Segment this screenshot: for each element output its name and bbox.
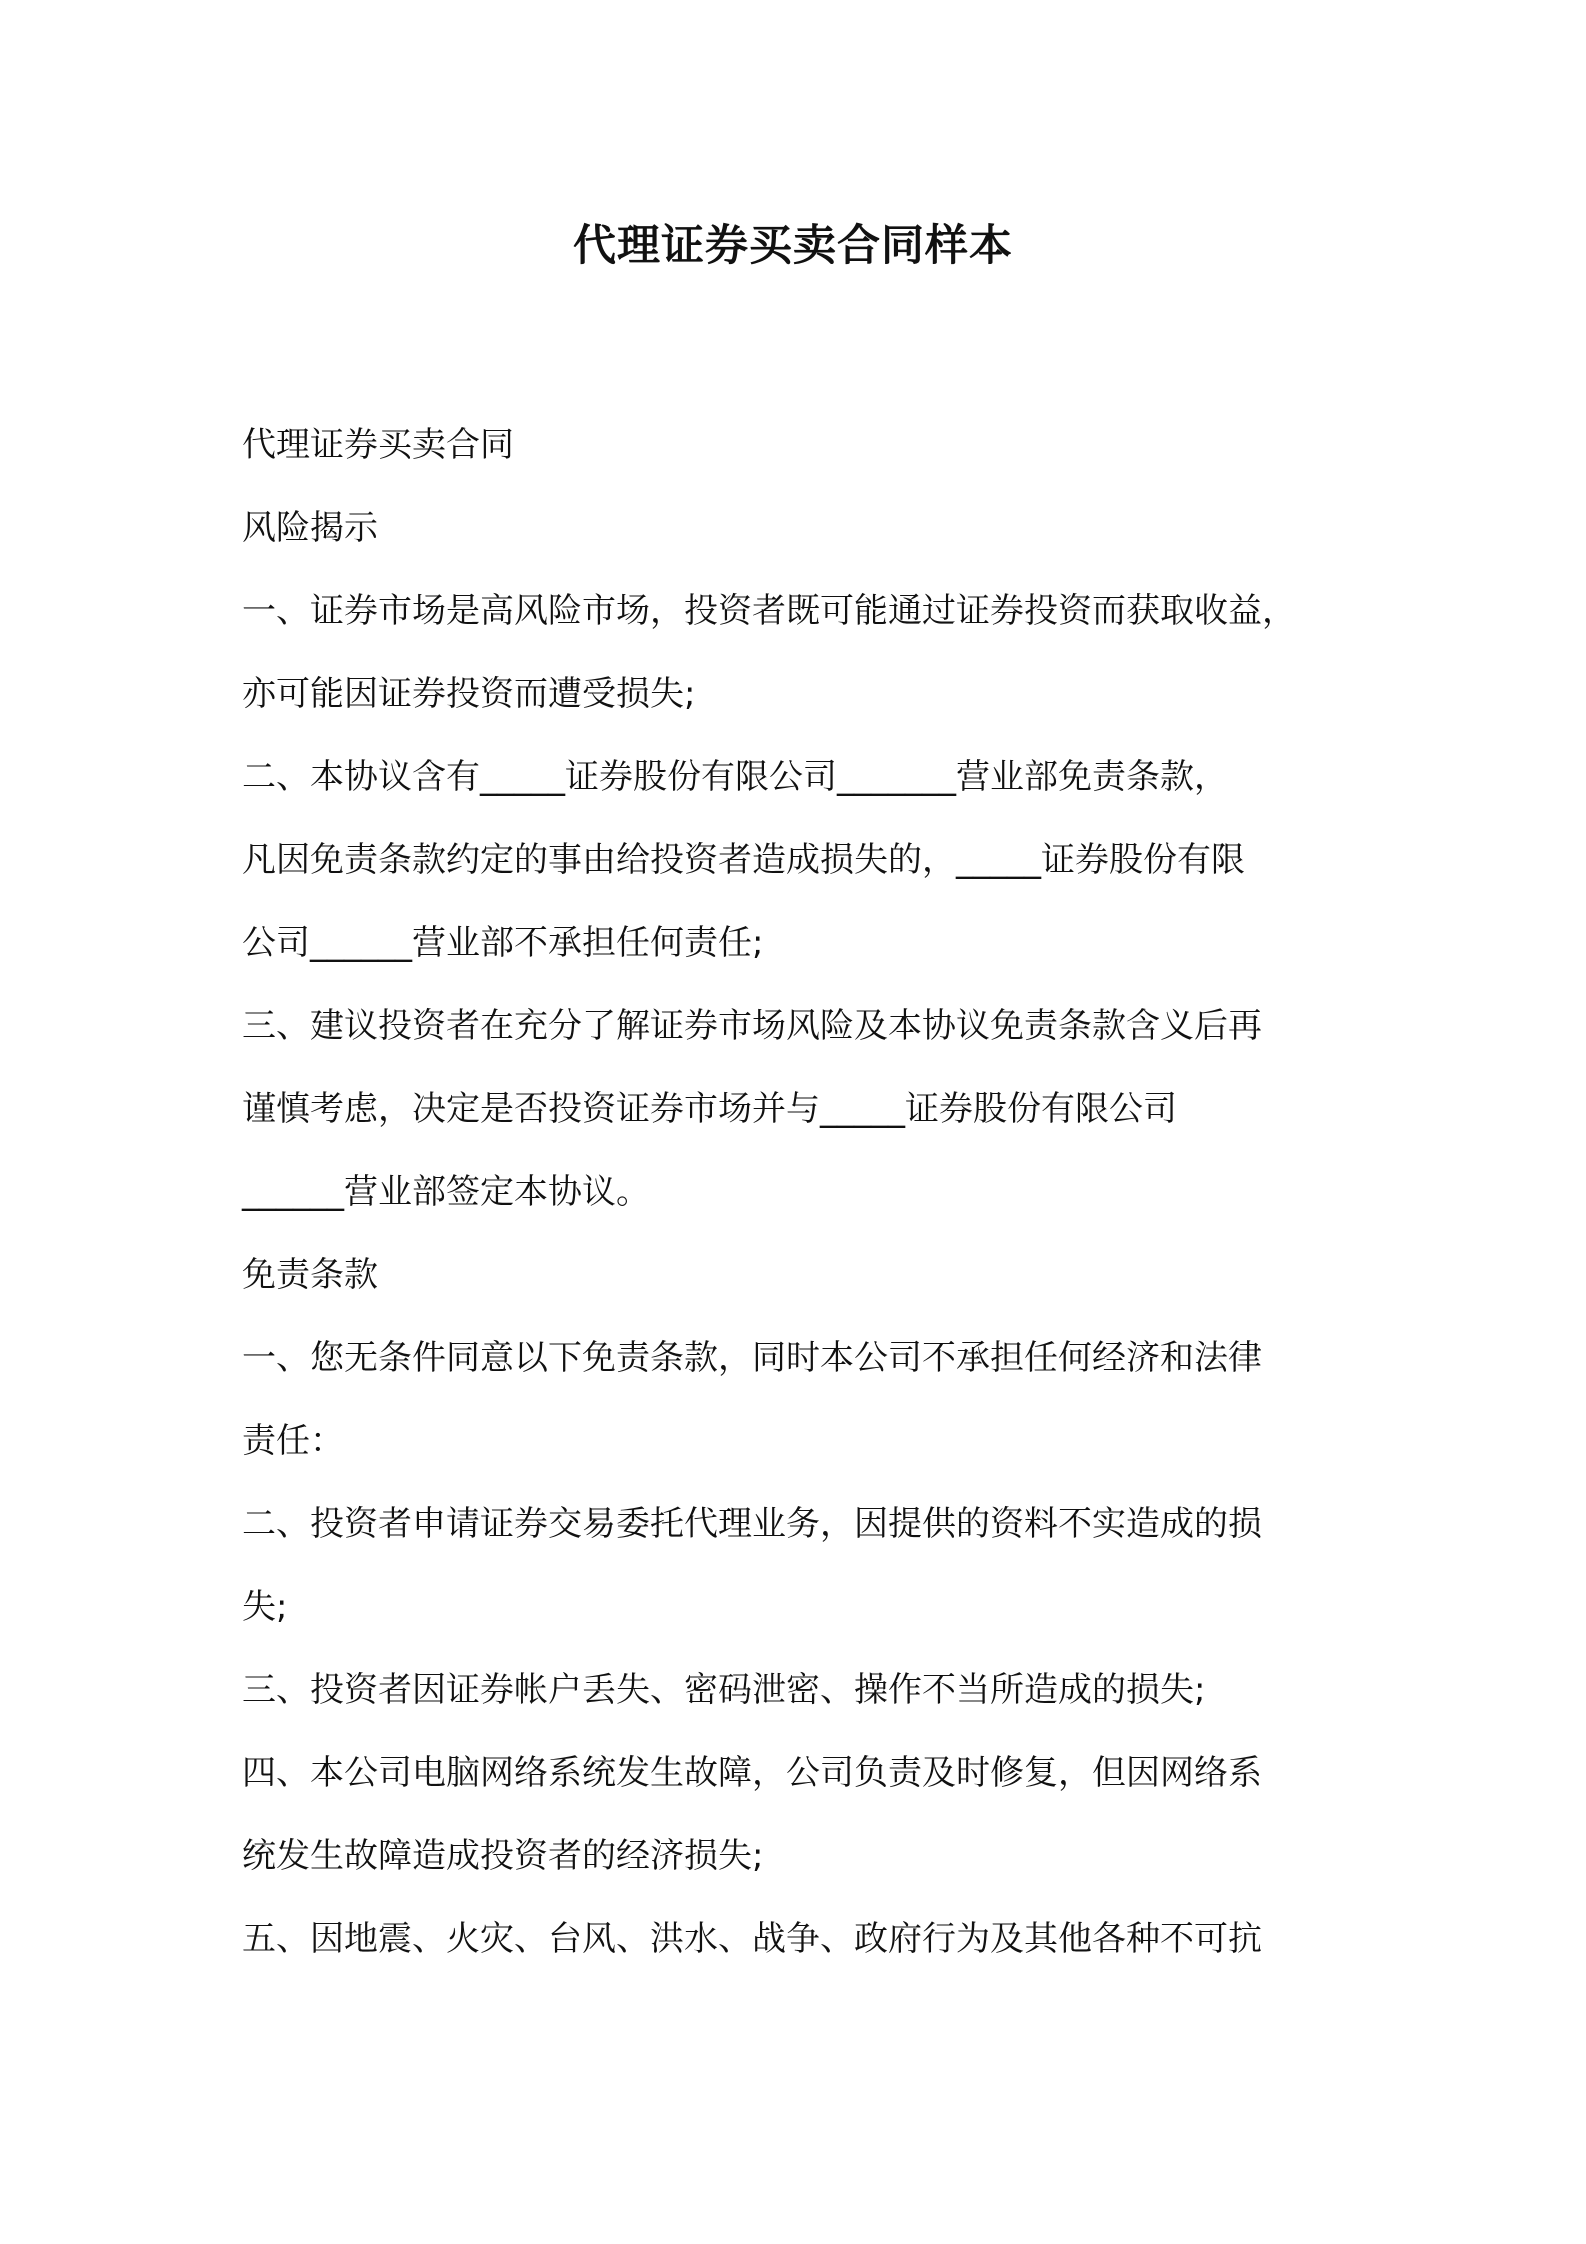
- heading-risk-disclosure: 风险揭示: [242, 508, 378, 548]
- heading-contract: 代理证券买卖合同: [242, 425, 514, 465]
- body-line: 二、投资者申请证券交易委托代理业务，因提供的资料不实造成的损: [242, 1504, 1262, 1544]
- document-body: [242, 404, 1354, 1981]
- heading-disclaimer: 免责条款: [242, 1255, 378, 1295]
- body-line: 二、本协议含有_____证券股份有限公司_______营业部免责条款，: [242, 757, 1228, 797]
- body-line: 统发生故障造成投资者的经济损失;: [242, 1836, 764, 1876]
- body-line: 五、因地震、火灾、台风、洪水、战争、政府行为及其他各种不可抗: [242, 1919, 1262, 1959]
- body-line: 三、投资者因证券帐户丢失、密码泄密、操作不当所造成的损失;: [242, 1670, 1206, 1710]
- body-line: 一、您无条件同意以下免责条款，同时本公司不承担任何经济和法律: [242, 1338, 1262, 1378]
- body-line: 责任：: [242, 1421, 344, 1461]
- document-title: 代理证券买卖合同样本: [573, 221, 1013, 271]
- body-line: 三、建议投资者在充分了解证券市场风险及本协议免责条款含义后再: [242, 1006, 1262, 1046]
- body-line: 四、本公司电脑网络系统发生故障，公司负责及时修复，但因网络系: [242, 1753, 1262, 1793]
- body-line: 凡因免责条款约定的事由给投资者造成损失的，_____证券股份有限: [242, 840, 1245, 880]
- body-line: 公司______营业部不承担任何责任;: [242, 923, 764, 963]
- body-line: 亦可能因证券投资而遭受损失;: [242, 674, 696, 714]
- body-line: 谨慎考虑，决定是否投资证券市场并与_____证券股份有限公司: [242, 1089, 1177, 1129]
- body-line: 失;: [242, 1587, 288, 1627]
- body-line: ______营业部签定本协议。: [242, 1172, 650, 1212]
- body-line: 一、证券市场是高风险市场，投资者既可能通过证券投资而获取收益，: [242, 591, 1296, 631]
